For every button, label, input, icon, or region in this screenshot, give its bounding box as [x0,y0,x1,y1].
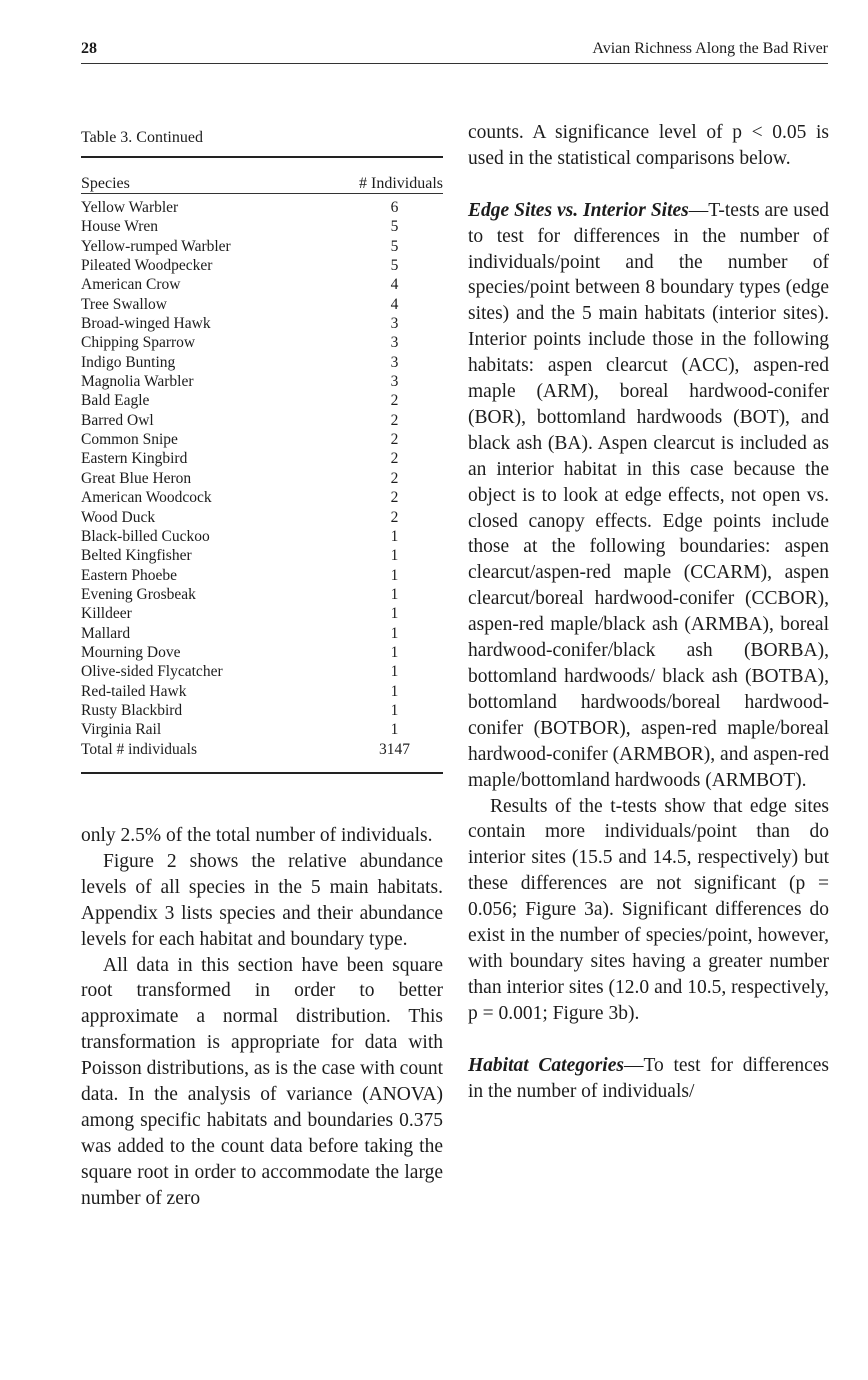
paragraph: All data in this section have been square root transformed in order to better approximate a normal distribution. This transformation is appropriate for data with Poisson distributions, as is the case with count data. In the analysis of variance (ANOVA) among specific habitats and boundaries 0.375 was added to the count data before taking the square root in order to accommodate the large number of zero [81,954,443,1209]
species-name: Evening Grosbeak [81,585,196,603]
paragraph-gap [468,1027,829,1053]
table-row [81,508,443,527]
individual-count: 3 [390,373,399,391]
species-name: Wood Duck [81,508,156,526]
table-row [81,411,443,430]
section-text: —To test for differences in the number of individuals/ [468,1054,829,1102]
table-row [81,682,443,701]
species-name: House Wren [81,218,159,236]
table-row [81,546,443,565]
individual-count: 2 [390,508,399,526]
table-row [81,604,443,623]
species-name: Mourning Dove [81,643,181,661]
species-name: Bald Eagle [81,392,150,410]
individual-count: 5 [390,218,399,236]
right-body-text [468,120,829,1104]
table-row [81,217,443,236]
species-name: American Crow [81,276,181,294]
section-heading: Habitat Categories [468,1054,624,1076]
species-name: Pileated Woodpecker [81,257,213,275]
species-name: Eastern Kingbird [81,450,188,468]
individual-count: 3147 [379,740,410,758]
individual-count: 1 [390,585,399,603]
species-name: Common Snipe [81,431,178,449]
column-header-individuals: # Individuals [359,175,443,192]
individual-count: 3 [390,334,399,352]
individual-count: 1 [390,624,399,642]
species-name: Chipping Sparrow [81,334,196,352]
section-text: —T-tests are used to test for differences in the number of individuals/point and the number of species/point between 8 boundary types (edge sites) and the 5 main habitats (interior sites). Interior points include those in the following habitats: aspen clearcut (ACC), aspen-red maple (ARM), boreal hardwood-conifer (BOR), bottomland hardwoods (BOT), and black ash (BA). Aspen clearcut is included as an interior habitat in this case because the object is to look at edge effects, not open vs. closed canopy effects. Edge points include those at the following boundaries: aspen clearcut/aspen-red maple (CCARM), aspen clearcut/boreal hardwood-conifer (CCBOR), aspen-red maple/black ash (ARMBA), boreal hardwood-conifer/black ash (BORBA), bottomland hardwoods/ black ash (BOTBA), bottomland hardwoods/boreal hardwood-conifer (BOTBOR), aspen-red maple/boreal hardwood-conifer (ARMBOR), and aspen-red maple/bottomland hardwoods (ARMBOT). [468,199,829,791]
species-name: Barred Owl [81,411,154,429]
table-row [81,488,443,507]
table-caption: Table 3. Continued [81,129,203,146]
section-edge-vs-interior [468,198,829,794]
individual-count: 4 [390,295,399,313]
species-name: Red-tailed Hawk [81,682,187,700]
individual-count: 1 [390,701,399,719]
species-name: Broad-winged Hawk [81,315,211,333]
table-row [81,585,443,604]
table-row [81,527,443,546]
table-row [81,624,443,643]
species-name: American Woodcock [81,489,212,507]
individual-count: 1 [390,682,399,700]
table-row [81,353,443,372]
individual-count: 4 [390,276,399,294]
page-number: 28 [81,40,97,57]
section-heading: Edge Sites vs. Interior Sites [468,199,689,221]
table-row [81,701,443,720]
species-name: Yellow-rumped Warbler [81,237,231,255]
species-name: Virginia Rail [81,721,162,739]
species-name: Black-billed Cuckoo [81,527,210,545]
paragraph: only 2.5% of the total number of individuals. [81,824,433,846]
species-name: Magnolia Warbler [81,373,194,391]
species-name: Yellow Warbler [81,199,179,216]
header-rule [81,63,828,64]
individual-count: 2 [390,469,399,487]
individual-count: 1 [390,566,399,584]
table-row [81,333,443,352]
column-header-species: Species [81,175,130,192]
species-name: Tree Swallow [81,295,167,313]
paragraph: counts. A significance level of p < 0.05 is used in the statistical comparisons below. [468,122,829,169]
individual-count: 2 [390,431,399,449]
individual-count: 1 [390,527,399,545]
individual-count: 1 [390,605,399,623]
individual-count: 5 [390,257,399,275]
species-name: Great Blue Heron [81,469,192,487]
species-name: Indigo Bunting [81,353,176,371]
table-row [81,372,443,391]
left-body-text [81,823,443,1212]
individual-count: 3 [390,315,399,333]
species-name: Total # individuals [81,740,198,758]
table-row [81,720,443,739]
individual-count: 5 [390,237,399,255]
paragraph: Figure 2 shows the relative abundance levels of all species in the 5 main habitats. Appendix 3 lists species and their abundance levels for each habitat and boundary type. [81,850,443,950]
paragraph: Results of the t-tests show that edge sites contain more individuals/point than do interior sites (15.5 and 14.5, respectively) but these differences are not significant (p = 0.056; Figure 3a). Significant differences do exist in the number of species/point, however, with boundary sites having a greater number than interior sites (12.0 and 10.5, respectively, p = 0.001; Figure 3b). [468,795,829,1024]
table-bottom-rule [81,772,443,774]
species-name: Belted Kingfisher [81,547,192,565]
individual-count: 3 [390,353,399,371]
table-row [81,237,443,256]
right-column [468,120,829,1104]
table-row [81,391,443,410]
table-row [81,275,443,294]
individual-count: 1 [390,643,399,661]
species-name: Olive-sided Flycatcher [81,663,223,681]
paragraph-gap [468,172,829,198]
individual-count: 1 [390,721,399,739]
individual-count: 1 [390,547,399,565]
species-name: Rusty Blackbird [81,701,183,719]
table-row [81,295,443,314]
table-row [81,256,443,275]
individual-count: 6 [390,199,399,216]
individual-count: 2 [390,392,399,410]
page-header [81,36,828,64]
individual-count: 2 [390,489,399,507]
individual-count: 2 [390,450,399,468]
species-name: Mallard [81,624,131,642]
table-row [81,643,443,662]
table-row [81,469,443,488]
individual-count: 1 [390,663,399,681]
table-row [81,198,443,217]
table-header [81,158,443,193]
table-row [81,449,443,468]
table-row [81,740,443,759]
table-row [81,662,443,681]
table-row [81,430,443,449]
individual-count: 2 [390,411,399,429]
section-habitat-categories [468,1053,829,1105]
species-name: Eastern Phoebe [81,566,177,584]
running-title: Avian Richness Along the Bad River [592,40,828,57]
table-row [81,566,443,585]
species-name: Killdeer [81,605,132,623]
table-body [81,194,443,772]
table-row [81,314,443,333]
left-column [81,120,443,1212]
